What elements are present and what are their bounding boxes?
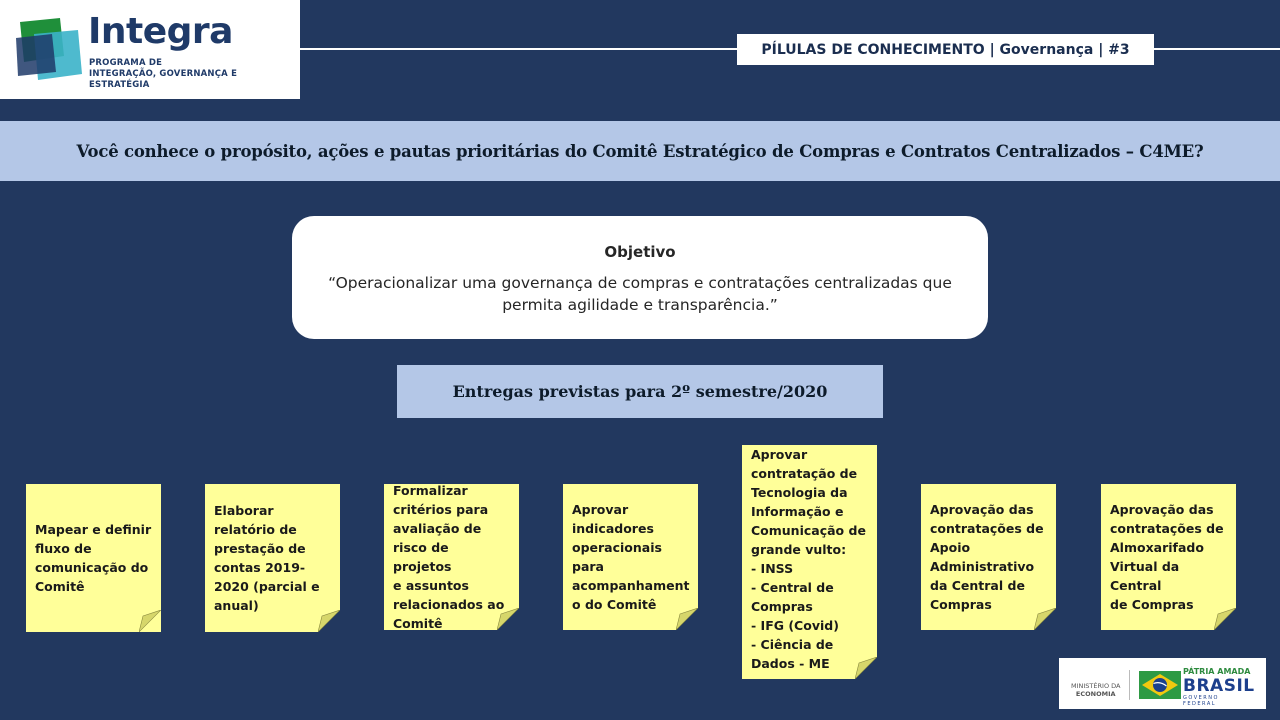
note-5-text: Aprovar contratação de Tecnologia da Informação e Comunicação de grande vulto: - INSS - Central de Compras - IFG (Covid) - Ciência de Dados - ME: [751, 447, 866, 671]
note-7: [1101, 484, 1236, 630]
note-2-text: Elaborar relatório de prestação de contas 2019- 2020 (parcial e anual): [214, 503, 320, 613]
note-4: [563, 484, 698, 630]
brazil-flag-icon: [1139, 671, 1181, 699]
objective-text: “Operacionalizar uma governança de compras e contratações centralizadas que permita agilidade e transparência.”: [328, 274, 952, 314]
page-curl-icon: [676, 608, 698, 630]
logo-name: Integra: [88, 11, 233, 52]
patria-text: PÁTRIA AMADA: [1183, 667, 1251, 676]
note-6-text: Aprovação das contratações de Apoio Administrativo da Central de Compras: [930, 502, 1044, 612]
integra-logo: [0, 0, 300, 99]
header-rule-left: [300, 48, 737, 50]
page-curl-icon: [497, 608, 519, 630]
question-band: [0, 121, 1280, 181]
deliveries-title: Entregas previstas para 2º semestre/2020: [397, 365, 883, 418]
note-6: [921, 484, 1056, 630]
objective-box: [292, 216, 988, 339]
government-logo: [1059, 658, 1266, 709]
page-curl-icon: [1214, 608, 1236, 630]
logo-subtitle: [89, 58, 300, 91]
note-3: [384, 484, 519, 630]
integra-logo-icon: [12, 16, 84, 84]
header-rule-right: [1154, 48, 1280, 50]
logo-subtitle-line2: INTEGRAÇÃO, GOVERNANÇA E ESTRATÉGIA: [89, 69, 238, 90]
objective-title: Objetivo: [604, 243, 676, 261]
brasil-text: BRASIL: [1183, 676, 1255, 696]
note-2: [205, 484, 340, 632]
brasil-wordmark: [1183, 667, 1253, 707]
page-curl-icon: [139, 610, 161, 632]
note-5: [742, 445, 877, 679]
series-label: PÍLULAS DE CONHECIMENTO | Governança | #3: [737, 34, 1154, 65]
logo-divider: [1129, 670, 1130, 700]
ministry-line1: MINISTÉRIO DA: [1071, 682, 1121, 690]
note-4-text: Aprovar indicadores operacionais para acompanhament o do Comitê: [572, 502, 690, 612]
ministry-line2: ECONOMIA: [1075, 690, 1116, 698]
page-curl-icon: [855, 657, 877, 679]
federal-text: GOVERNO FEDERAL: [1183, 695, 1219, 707]
logo-subtitle-line1: PROGRAMA DE: [89, 58, 163, 68]
note-7-text: Aprovação das contratações de Almoxarifado Virtual da Central de Compras: [1110, 502, 1224, 612]
note-3-text: Formalizar critérios para avaliação de risco de projetos e assuntos relacionados ao Comitê: [393, 483, 505, 631]
question-text: Você conhece o propósito, ações e pautas prioritárias do Comitê Estratégico de Compras e Contratos Centralizados – C4ME?: [76, 141, 1204, 161]
note-1-text: Mapear e definir fluxo de comunicação do Comitê: [35, 522, 152, 594]
page-curl-icon: [318, 610, 340, 632]
note-1: [26, 484, 161, 632]
ministry-label: [1071, 682, 1120, 698]
page-curl-icon: [1034, 608, 1056, 630]
